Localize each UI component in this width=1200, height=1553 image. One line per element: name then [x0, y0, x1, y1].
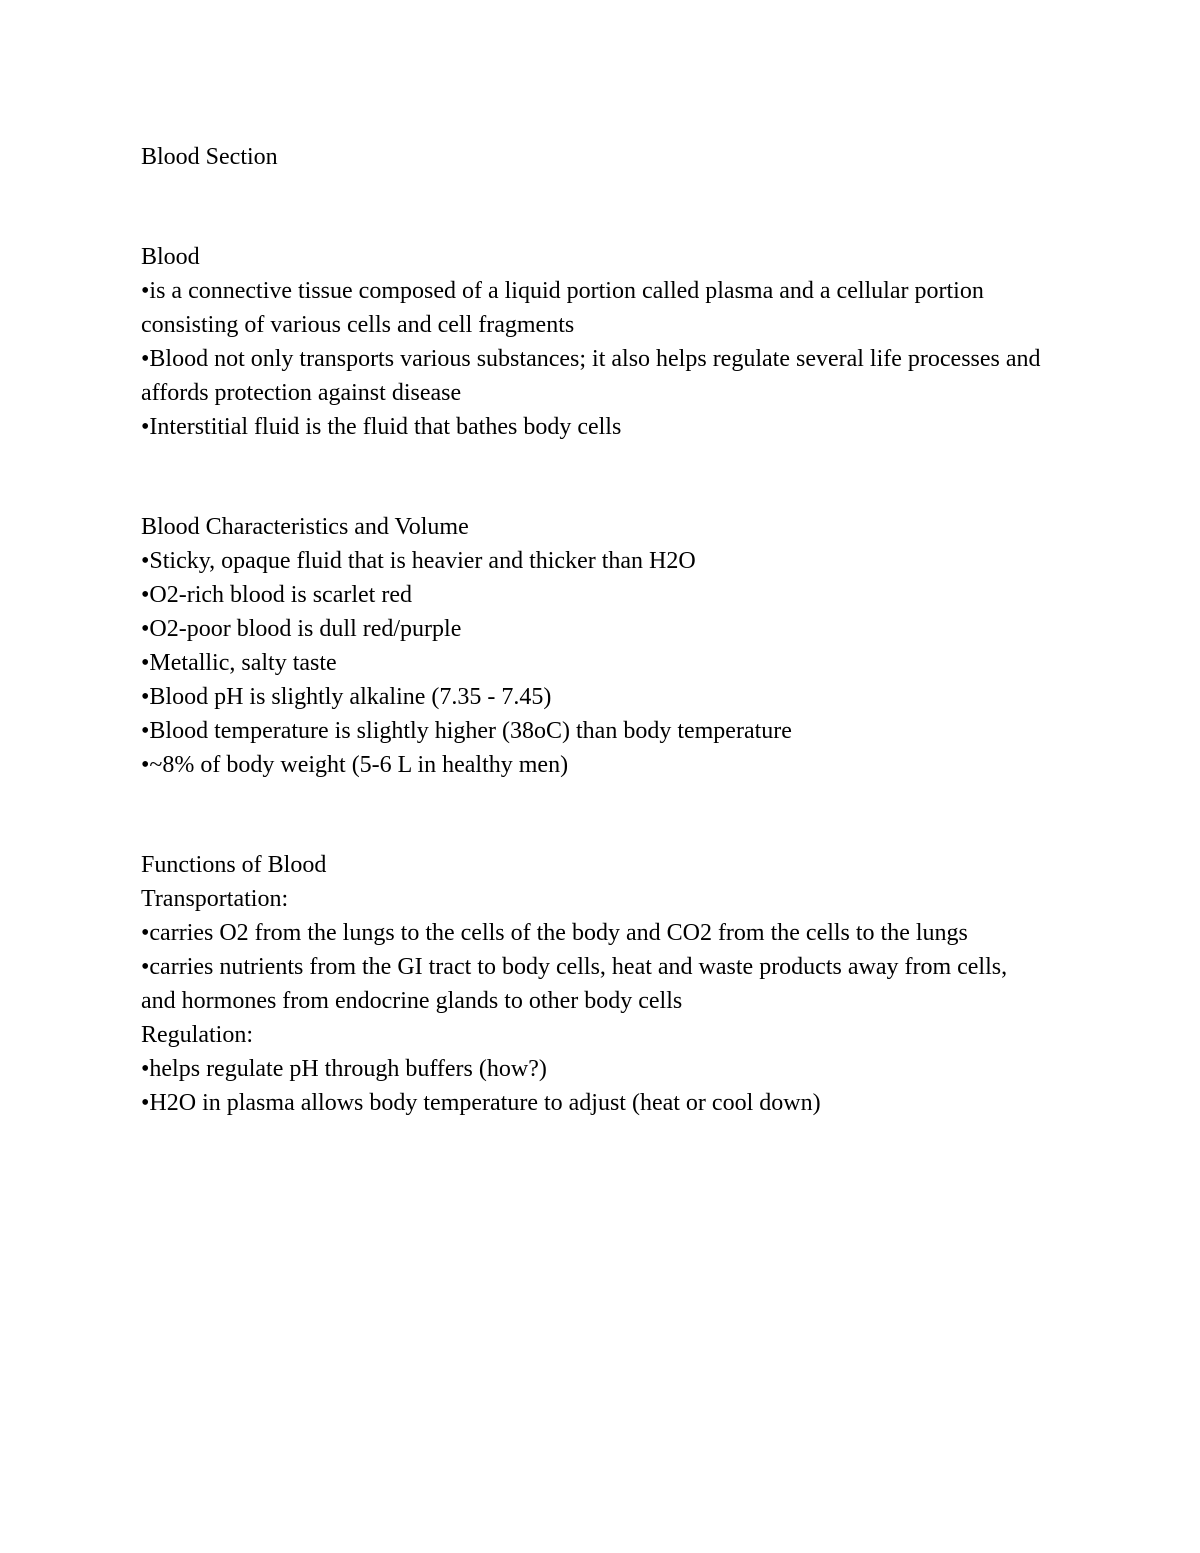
- bullet-item: •Metallic, salty taste: [141, 650, 337, 676]
- bullet-item: •carries nutrients from the GI tract to body cells, heat and waste products away from cells, and hormones from endocrine glands to other body cells: [141, 954, 1008, 1014]
- bullet-item: •O2-rich blood is scarlet red: [141, 582, 412, 608]
- document-title: Blood Section: [141, 144, 278, 170]
- bullet-item: •Sticky, opaque fluid that is heavier and thicker than H2O: [141, 548, 696, 574]
- bullet-item: •helps regulate pH through buffers (how?): [141, 1056, 547, 1082]
- bullet-item: •O2-poor blood is dull red/purple: [141, 616, 462, 642]
- section-blood: [141, 240, 1041, 444]
- bullet-item: •H2O in plasma allows body temperature to adjust (heat or cool down): [141, 1090, 821, 1116]
- section-functions: [141, 848, 1041, 1120]
- bullet-item: •carries O2 from the lungs to the cells of the body and CO2 from the cells to the lungs: [141, 920, 968, 946]
- subheading-regulation: Regulation:: [141, 1022, 253, 1048]
- section-characteristics: [141, 510, 1041, 782]
- bullet-item: •Blood temperature is slightly higher (38oC) than body temperature: [141, 718, 792, 744]
- bullet-item: •is a connective tissue composed of a liquid portion called plasma and a cellular portion consisting of various cells and cell fragments: [141, 278, 984, 338]
- subheading-transportation: Transportation:: [141, 886, 289, 912]
- document-page: [141, 140, 1041, 1120]
- section-heading-blood: Blood: [141, 244, 200, 270]
- bullet-item: •~8% of body weight (5-6 L in healthy men): [141, 752, 569, 778]
- bullet-item: •Blood not only transports various substances; it also helps regulate several life processes and affords protection against disease: [141, 346, 1041, 406]
- section-heading-functions: Functions of Blood: [141, 852, 327, 878]
- bullet-item: •Blood pH is slightly alkaline (7.35 - 7.45): [141, 684, 552, 710]
- bullet-item: •Interstitial fluid is the fluid that bathes body cells: [141, 414, 622, 440]
- section-heading-characteristics: Blood Characteristics and Volume: [141, 514, 469, 540]
